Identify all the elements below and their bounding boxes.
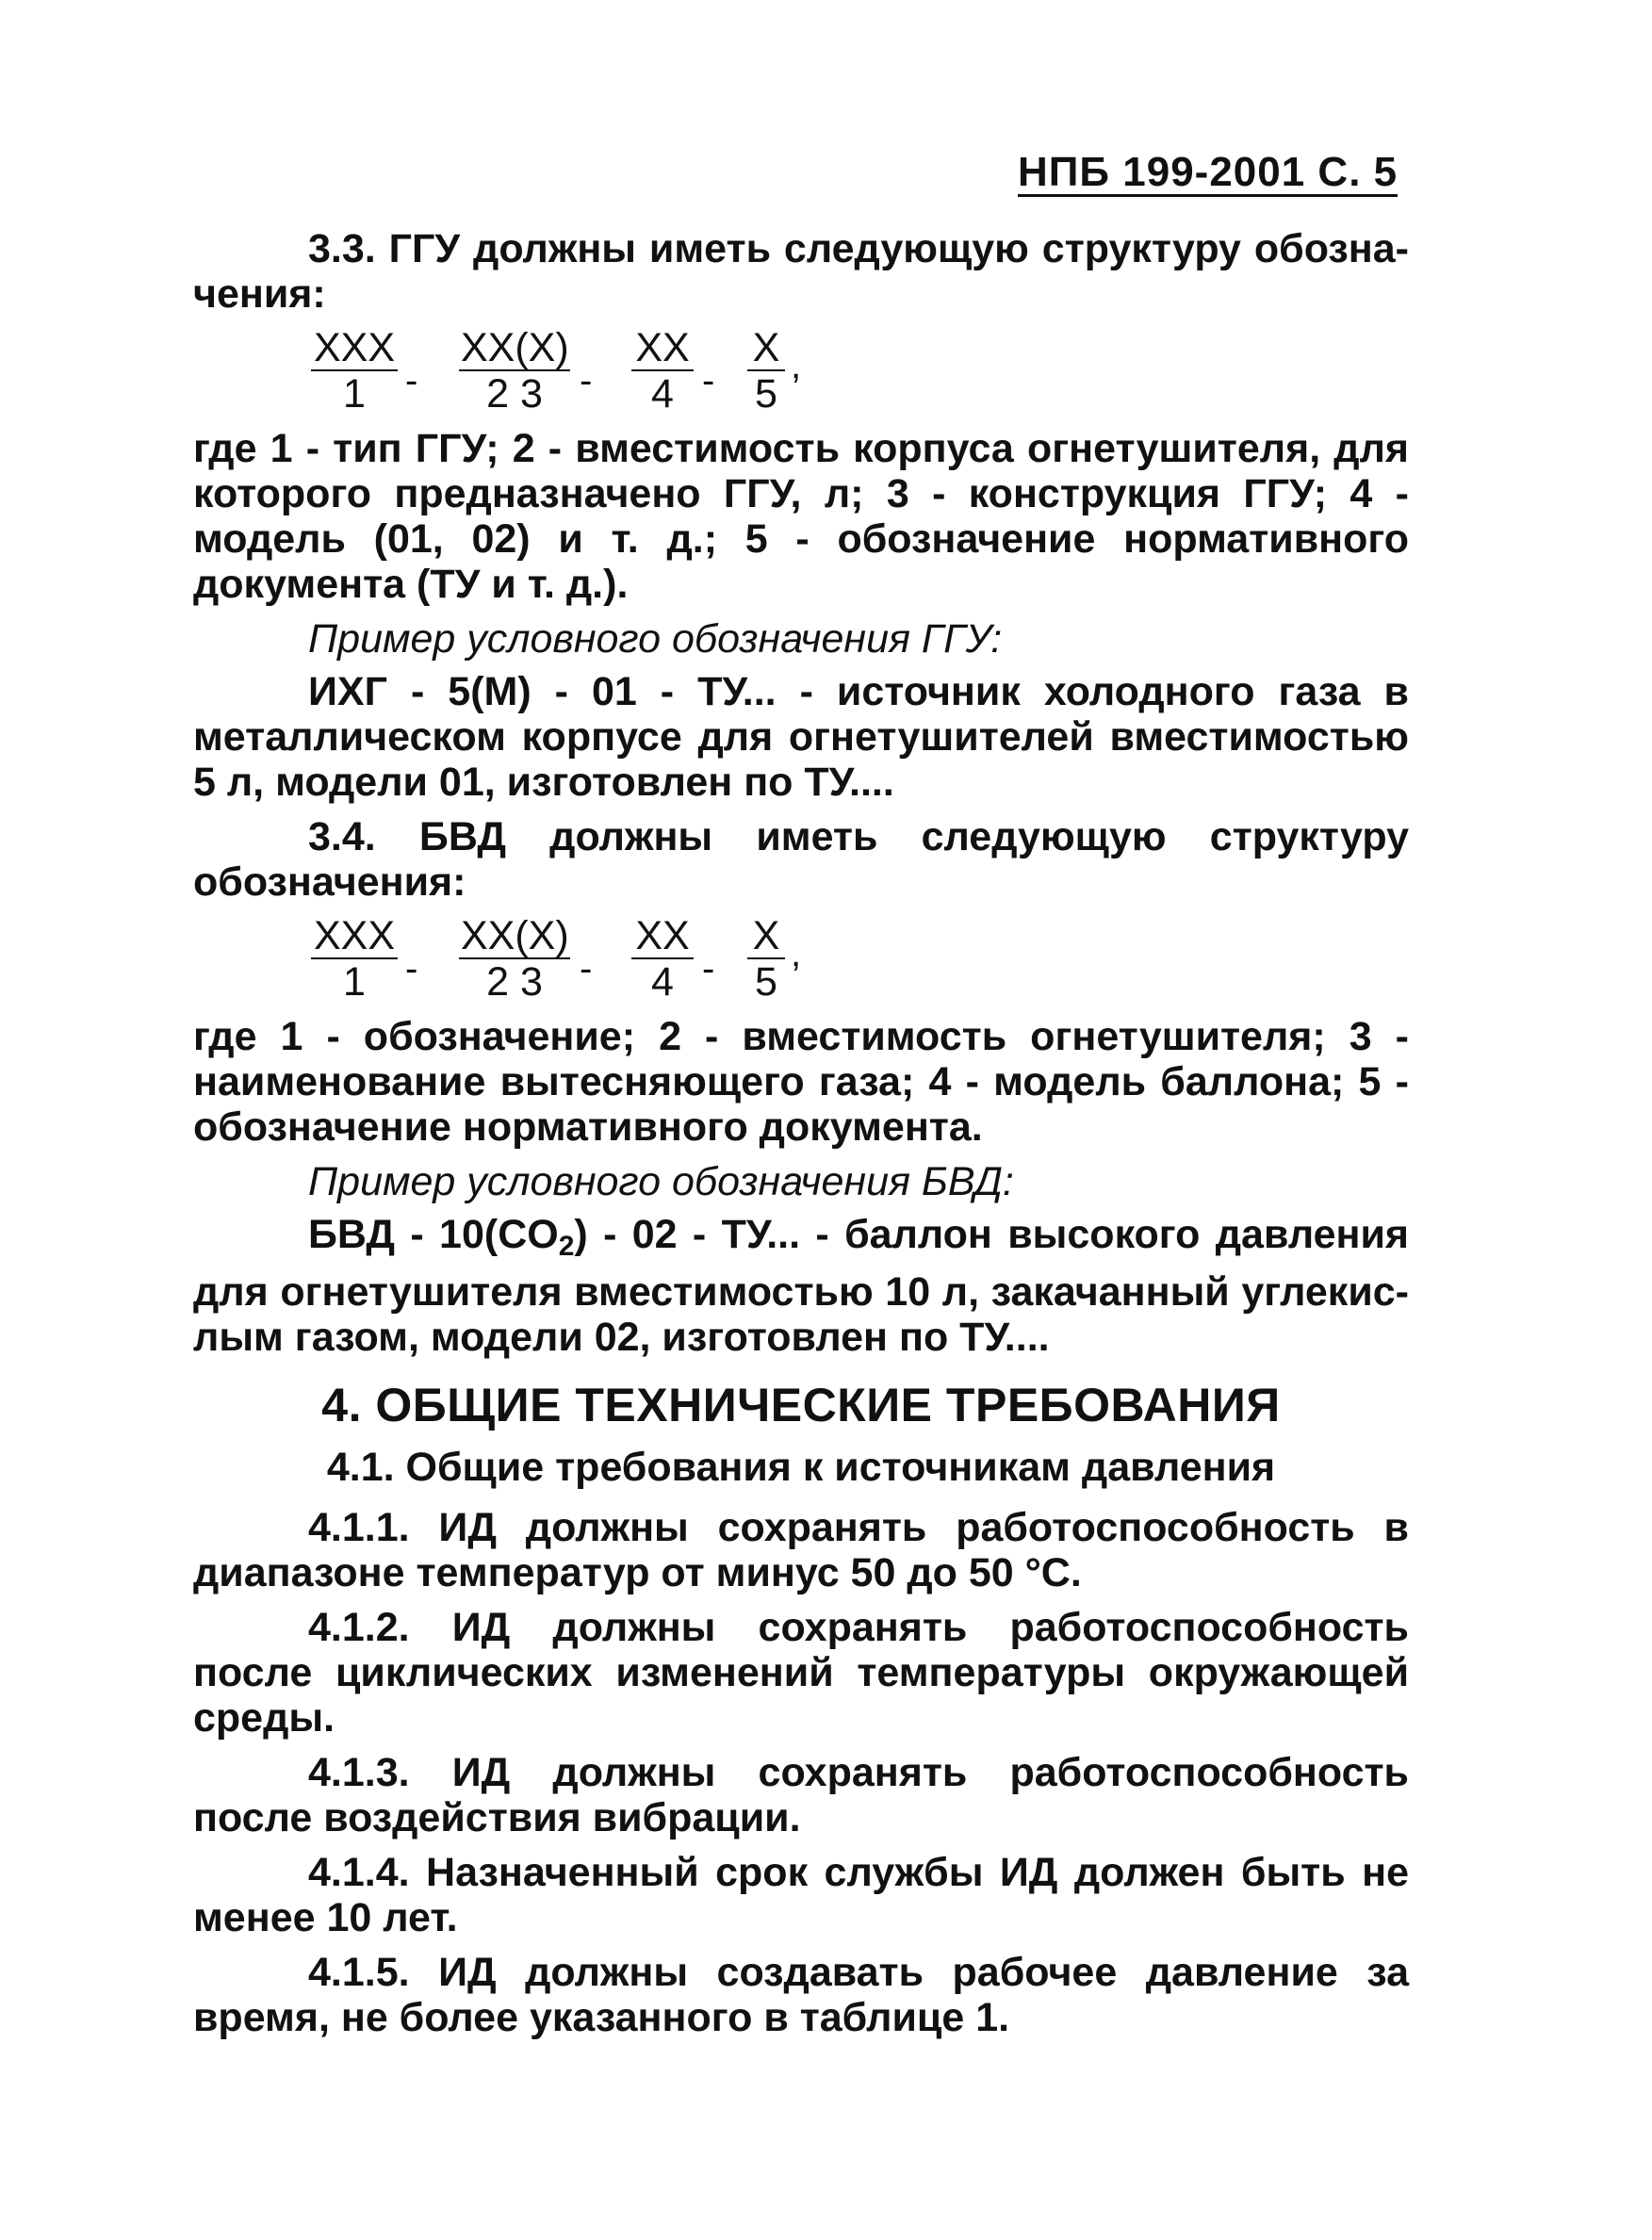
page-header: НПБ 199-2001 С. 5 [1018,149,1398,195]
item-4-1-4: 4.1.4. Назначенный срок службы ИД должен быть не менее 10 лет. [193,1850,1409,1940]
paragraph-3-4-legend: где 1 - обозначение; 2 - вместимость огнетушителя; 3 - наименование вытесняющего газа; 4 - модель баллона; 5 - обозначение нормативного документа. [193,1014,1409,1150]
item-4-1-5: 4.1.5. ИД должны создавать рабочее давление за время, не более указанного в таблице 1. [193,1950,1409,2040]
designation-formula-ggu: XXX 1 - $\frac{XX(X)}{2 3}$ - $\frac{XX}{4}$ - $\frac{X}{5}$ , [193,326,1409,420]
item-4-1-2: 4.1.2. ИД должны сохранять работоспособность после циклических изменений температуры окружающей среды. [193,1605,1409,1741]
paragraph-3-3-legend: где 1 - тип ГГУ; 2 - вместимость корпуса огнетушителя, для которого предназначено ГГУ, л; 3 - конструкция ГГУ; 4 - модель (01, 02) и т. д.; 5 - обозначение нормативного документа (ТУ и т. д.). [193,426,1409,607]
example-ggu-text: ИХГ - 5(М) - 01 - ТУ... - источник холодного газа в металлическом корпусе для огнетушителей вместимостью 5 л, модели 01, изготовлен по ТУ.... [193,669,1409,805]
paragraph-3-3: 3.3. ГГУ должны иметь следующую структуру обозначения: [193,226,1409,317]
page-content [193,226,1409,2050]
formula-fraction-4: $\frac{X}{5}$ [747,326,785,417]
formula-fraction-1: XXX 1 [311,914,398,1005]
example-ggu-label: Пример условного обозначения ГГУ: [308,616,1003,662]
formula-fraction-3: $\frac{XX}{4}$ [631,326,694,417]
section-4-heading: 4. ОБЩИЕ ТЕХНИЧЕСКИЕ ТРЕБОВАНИЯ [321,1379,1281,1431]
item-4-1-3: 4.1.3. ИД должны сохранять работоспособность после воздействия вибрации. [193,1750,1409,1840]
example-bvd-text: БВД - $10(CO_2) - 02$ - ТУ... - баллон высокого давления для огнетушителя вместимостью 10 л, закачанный углекислым газом, модели 02, изготовлен по ТУ.... [193,1212,1409,1360]
formula-fraction-1: XXX 1 [311,326,398,417]
item-4-1-1: 4.1.1. ИД должны сохранять работоспособность в диапазоне температур от минус 50 до 50 °С. [193,1505,1409,1595]
section-4-1-heading: 4.1. Общие требования к источникам давления [326,1445,1276,1490]
formula-fraction-3: $\frac{XX}{4}$ [631,914,694,1005]
formula-fraction-2: $\frac{XX(X)}{2 3}$ [461,913,569,1005]
formula-fraction-2: $\frac{XX(X)}{2 3}$ [461,325,569,417]
example-bvd-label: Пример условного обозначения БВД: [308,1159,1014,1204]
formula-fraction-4: $\frac{X}{5}$ [747,914,785,1005]
paragraph-3-4: 3.4. БВД должны иметь следующую структуру обозначения: [193,814,1409,905]
designation-formula-bvd: XXX 1 - $\frac{XX(X)}{2 3}$ - $\frac{XX}{4}$ - $\frac{X}{5}$ , [193,914,1409,1008]
